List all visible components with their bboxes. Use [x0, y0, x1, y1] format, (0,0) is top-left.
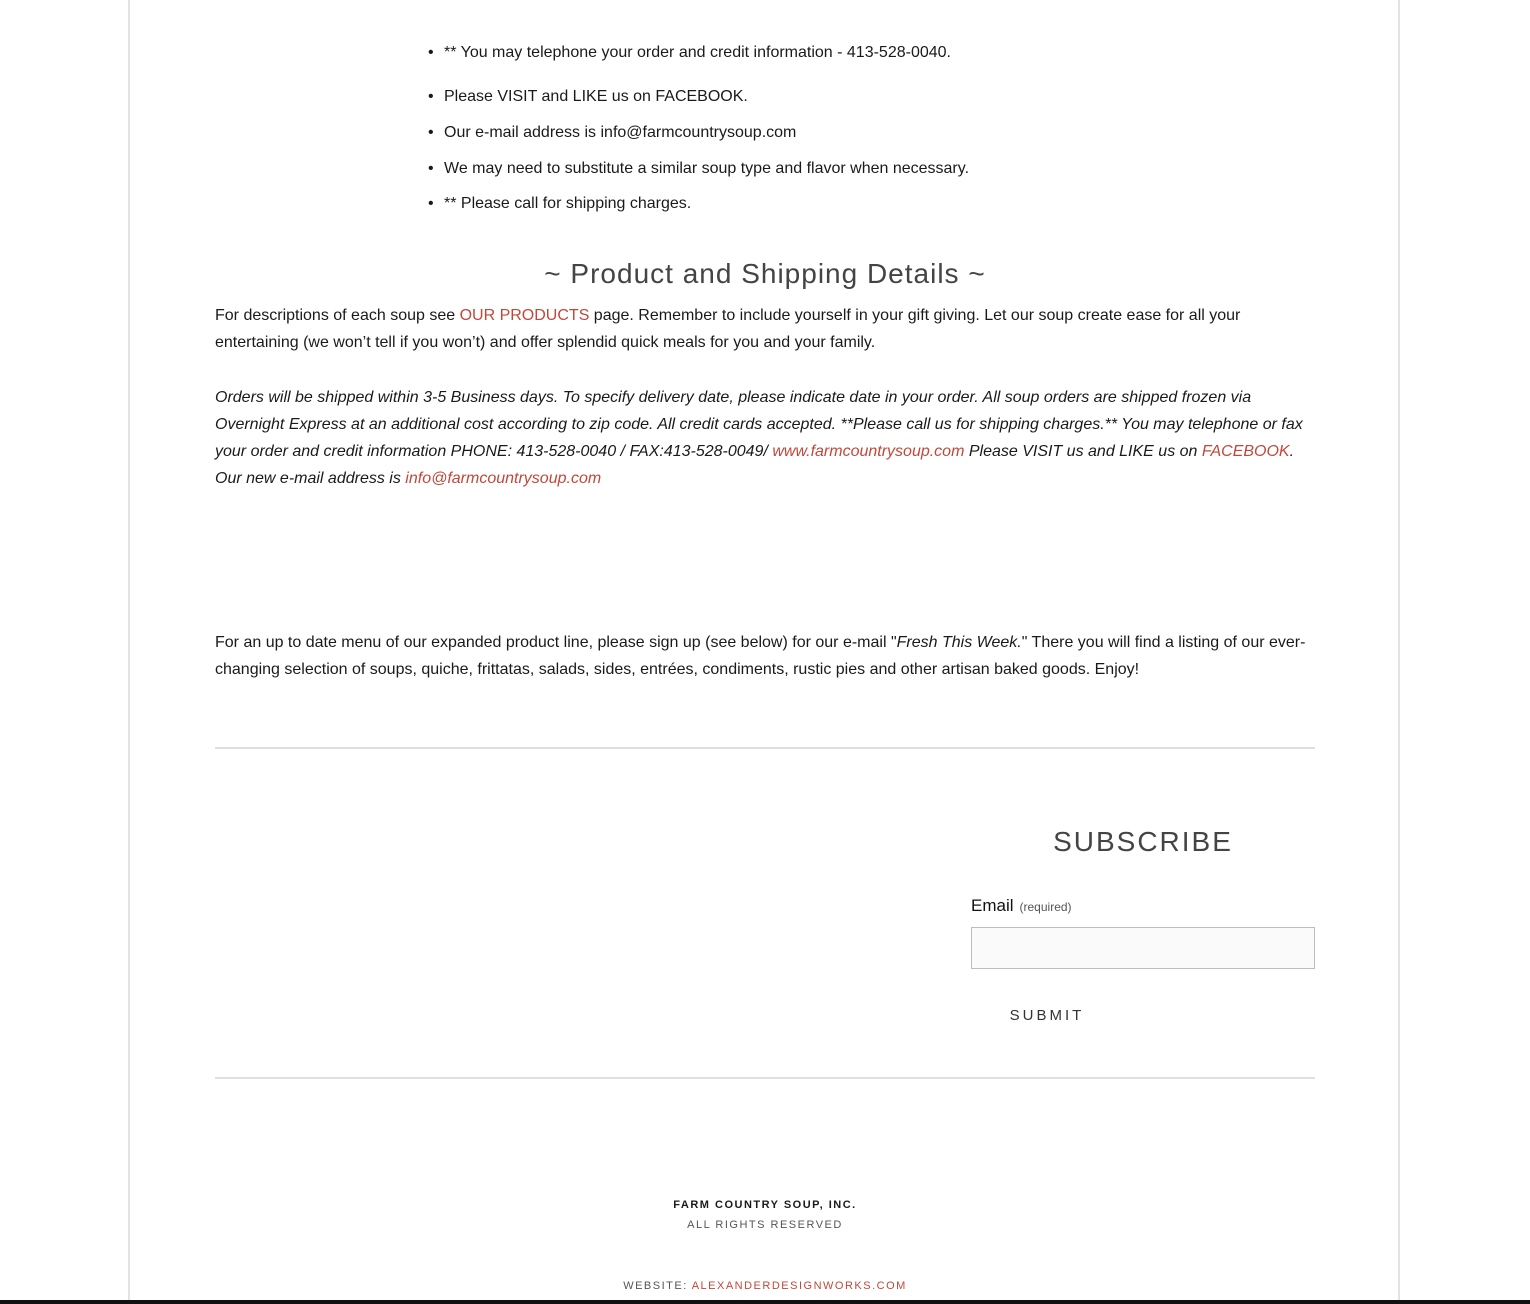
subscribe-title: SUBSCRIBE [1053, 826, 1233, 857]
email-input[interactable] [971, 927, 1315, 969]
email-link[interactable]: info@farmcountrysoup.com [405, 470, 602, 487]
bullet-item-facebook [428, 88, 748, 106]
email-label-text: Email [971, 896, 1014, 915]
footer-rights: ALL RIGHTS RESERVED [687, 1219, 843, 1231]
footer-website [0, 1280, 1530, 1292]
bullet-item-shipping [428, 195, 691, 213]
footer-website-link[interactable]: ALEXANDERDESIGNWORKS.COM [691, 1280, 907, 1292]
newsletter-text: For an up to date menu of our expanded product line, please sign up (see below) for our e-mail " [215, 634, 897, 651]
intro-text-rest: page. Remember to include yourself in your gift giving. Let our soup create ease for all your entertaining (we won’t tell if you won’t) and offer splendid quick meals for you and your family. [215, 307, 1241, 351]
newsletter-paragraph [215, 629, 1315, 683]
bullet-text: Our e-mail address is info@farmcountrysoup.com [444, 124, 797, 141]
footer-company: FARM COUNTRY SOUP, INC. [673, 1199, 857, 1211]
our-products-link[interactable]: OUR PRODUCTS [459, 307, 590, 324]
facebook-link[interactable]: FACEBOOK [1201, 443, 1290, 460]
submit-button[interactable]: SUBMIT [990, 998, 1104, 1032]
divider-top [215, 747, 1315, 749]
shipping-text-middle: Please VISIT us and LIKE us on [964, 443, 1202, 460]
bullet-dot: • [428, 44, 434, 61]
bullet-text: Please VISIT and LIKE us on FACEBOOK. [444, 88, 748, 105]
email-label [971, 896, 1072, 916]
section-heading: ~ Product and Shipping Details ~ [544, 258, 986, 289]
bullet-dot: • [428, 195, 434, 212]
intro-paragraph [215, 302, 1315, 356]
shipping-text-end: . Our new e-mail address is [215, 443, 1295, 487]
intro-text: For descriptions of each soup see [215, 307, 460, 324]
bullet-text: ** Please call for shipping charges. [444, 195, 692, 212]
newsletter-text-rest: " There you will find a listing of our ever-changing selection of soups, quiche, frittatas, salads, sides, entrées, condiments, rustic pies and other artisan baked goods. Enjoy! [215, 634, 1306, 678]
newsletter-title: Fresh This Week. [896, 634, 1022, 651]
bullet-text: We may need to substitute a similar soup type and flavor when necessary. [444, 160, 970, 177]
shipping-paragraph [215, 384, 1315, 492]
shipping-text: Orders will be shipped within 3-5 Business days. To specify delivery date, please indicate date in your order. All soup orders are shipped frozen via Overnight Express at an additional cost according to zip code. All credit cards accepted. **Please call us for shipping charges.** You may telephone or fax your order and credit information PHONE: 413-528-0040 / FAX:413-528-0049/ [215, 389, 1303, 460]
bullet-dot: • [428, 124, 434, 141]
website-link[interactable]: www.farmcountrysoup.com [772, 443, 965, 460]
required-label: (required) [1019, 900, 1072, 914]
bottom-bar [0, 1300, 1530, 1304]
footer-website-prefix: WEBSITE: [623, 1280, 692, 1292]
divider-bottom [215, 1077, 1315, 1079]
bullet-dot: • [428, 160, 434, 177]
bullet-dot: • [428, 88, 434, 105]
bullet-text: ** You may telephone your order and credit information - 413-528-0040. [444, 44, 951, 61]
bullet-item-substitute [428, 160, 969, 178]
bullet-item-email [428, 124, 796, 142]
bullet-item-phone [428, 44, 951, 62]
